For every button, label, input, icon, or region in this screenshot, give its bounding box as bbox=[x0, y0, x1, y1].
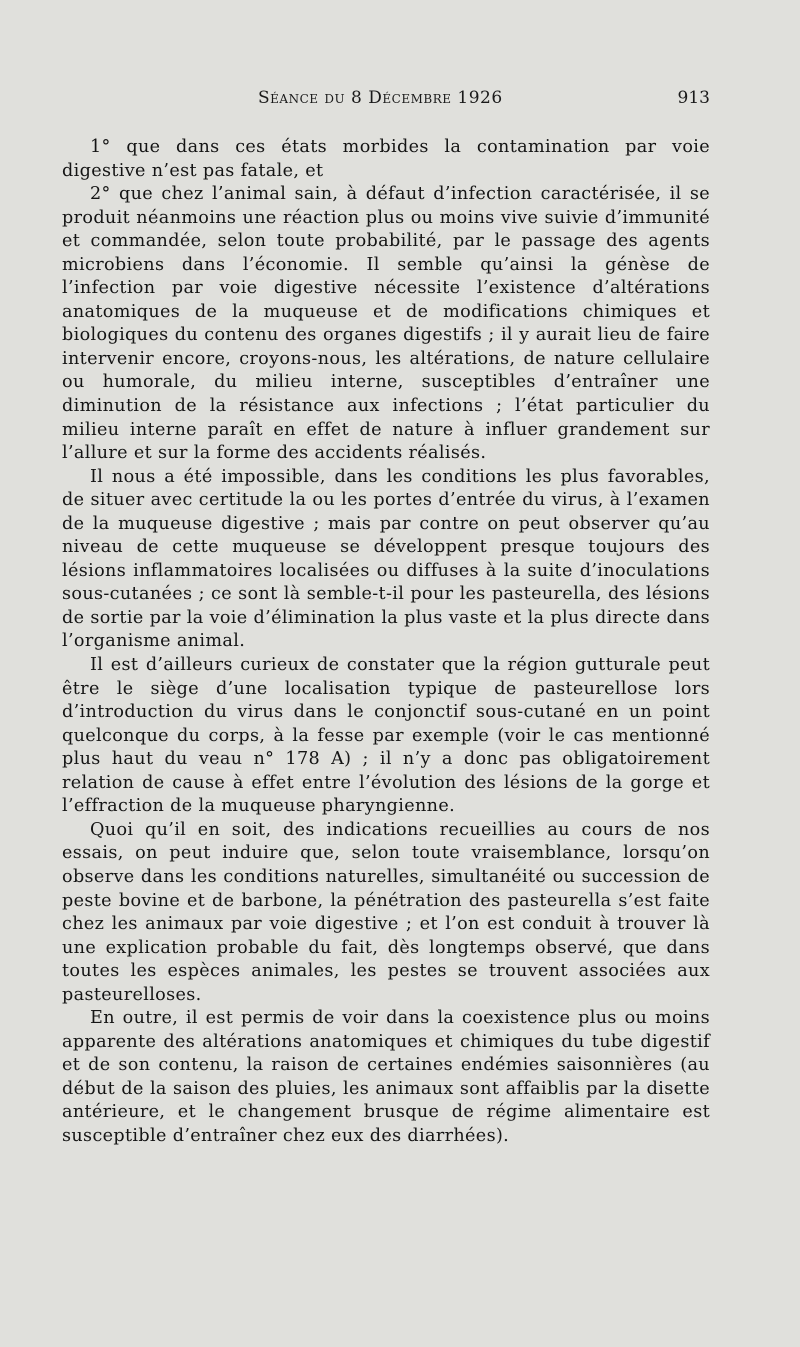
paragraph: Il nous a été impossible, dans les conditions les plus favorables, de situer avec certitude la ou les portes d’entrée du virus, à l’examen de la muqueuse digestive ; mais par contre on peut observer qu’au niveau de cette muqueuse se développent presque toujours des lésions inflammatoires localisées ou diffuses à la suite d’inoculations sous-cutanées ; ce sont là semble-t-il pour les pasteurella, des lésions de sortie par la voie d’élimination la plus vaste et la plus directe dans l’organisme animal. bbox=[62, 466, 710, 652]
paragraph: 2° que chez l’animal sain, à défaut d’infection caractérisée, il se produit néanmoins une réaction plus ou moins vive suivie d’immunité et commandée, selon toute probabilité, par le passage des agents microbiens dans l’économie. Il semble qu’ainsi la génèse de l’infection par voie digestive nécessite l’existence d’altérations anatomiques de la muqueuse et de modifications chimiques et biologiques du contenu des organes digestifs ; il y aurait lieu de faire intervenir encore, croyons-nous, les altérations, de nature cellulaire ou humorale, du milieu interne, susceptibles d’entraîner une diminution de la résistance aux infections ; l’état particulier du milieu interne paraît en effet de nature à influer grandement sur l’allure et sur la forme des accidents réalisés. bbox=[62, 184, 710, 464]
page-header bbox=[60, 88, 710, 114]
running-title: Séance du 8 Décembre 1926 bbox=[258, 88, 503, 108]
paragraph: Il est d’ailleurs curieux de constater que la région gutturale peut être le siège d’une localisation typique de pasteurellose lors d’introduction du virus dans le conjonctif sous-cutané en un point quelconque du corps, à la fesse par exemple (voir le cas mentionné plus haut du veau n° 178 A) ; il n’y a donc pas obligatoirement relation de cause à effet entre l’évolution des lésions de la gorge et l’effraction de la muqueuse pharyngienne. bbox=[62, 655, 710, 817]
page-number: 913 bbox=[677, 88, 710, 108]
body-text bbox=[62, 136, 710, 1149]
paragraph: Quoi qu’il en soit, des indications recueillies au cours de nos essais, on peut induire que, selon toute vraisemblance, lorsqu’on observe dans les conditions naturelles, simultanéité ou succession de peste bovine et de barbone, la pénétration des pasteurella s’est faite chez les animaux par voie digestive ; et l’on est conduit à trouver là une explication probable du fait, dès longtemps observé, que dans toutes les espèces animales, les pestes se trouvent associées aux pasteurelloses. bbox=[62, 819, 710, 1005]
paragraph: 1° que dans ces états morbides la contamination par voie digestive n’est pas fatale, et bbox=[62, 137, 710, 181]
paragraph: En outre, il est permis de voir dans la coexistence plus ou moins apparente des altérations anatomiques et chimiques du tube digestif et de son contenu, la raison de certaines endémies saisonnières (au début de la saison des pluies, les animaux sont affaiblis par la disette antérieure, et le changement brusque de régime alimentaire est susceptible d’entraîner chez eux des diarrhées). bbox=[62, 1008, 710, 1146]
